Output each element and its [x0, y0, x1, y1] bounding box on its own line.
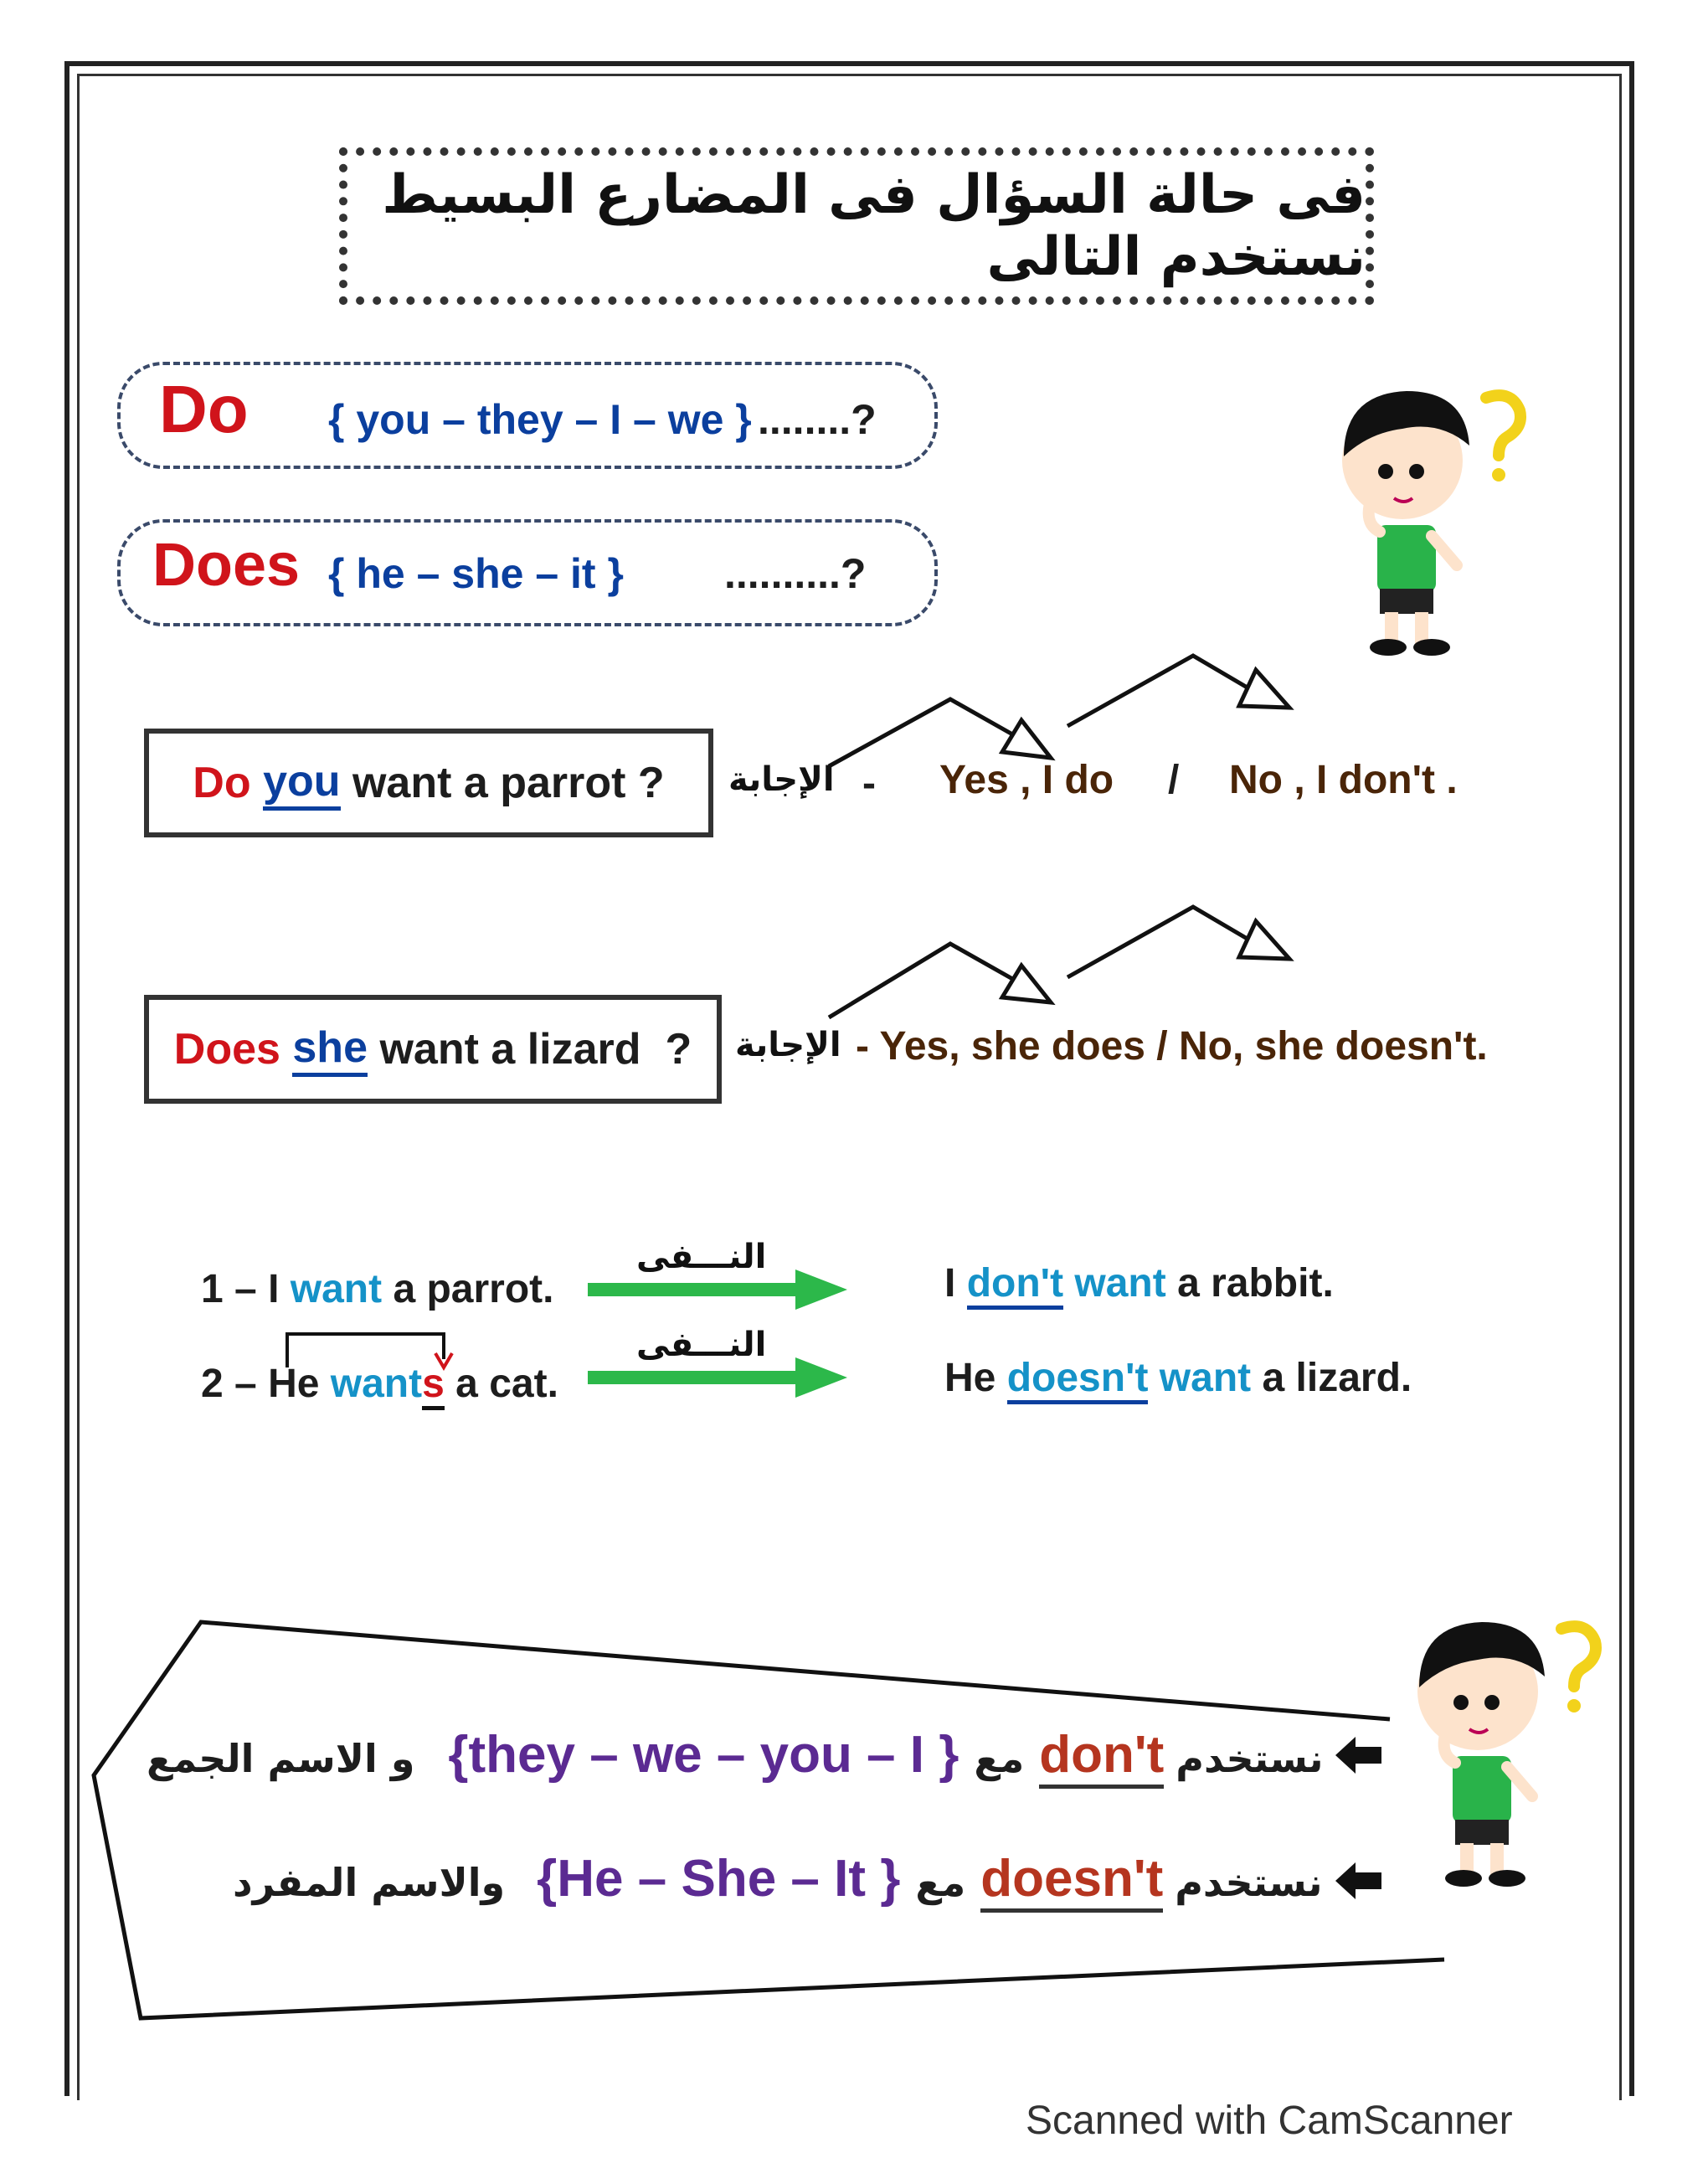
q2-subject: she: [292, 1022, 368, 1077]
ex2-rest: a cat.: [455, 1362, 558, 1406]
note1-pronoun-set: {they – we – you – I }: [448, 1726, 959, 1784]
note2-with: مع: [915, 1860, 966, 1905]
negation-label-2: النـــفى: [636, 1326, 767, 1364]
ex1-neg-subject: I: [944, 1261, 956, 1306]
note1-with: مع: [974, 1736, 1025, 1781]
q2-answer: - Yes, she does / No, she doesn't.: [856, 1024, 1488, 1069]
question-2-box: [144, 995, 722, 1104]
ex1-rest: a parrot.: [393, 1267, 554, 1311]
q1-subject: you: [263, 756, 340, 811]
note1-aux: don't: [1039, 1725, 1164, 1789]
note2-verb-ar: نستخدم: [1175, 1860, 1323, 1905]
zigzag-arrows-1: [825, 641, 1310, 775]
ex1-neg-aux: don't: [967, 1261, 1063, 1310]
page-title: فى حالة السؤال فى المضارع البسيط نستخدم التالى: [382, 164, 1366, 288]
ex2-neg-aux: doesn't: [1007, 1356, 1149, 1404]
does-pronouns: { he – she – it }: [328, 550, 624, 597]
q1-slash: /: [1168, 758, 1180, 802]
note2-aux: doesn't: [980, 1849, 1163, 1913]
title-box: [339, 147, 1374, 305]
example-2-affirmative: [201, 1361, 558, 1407]
q1-no-answer: No , I don't .: [1229, 758, 1458, 802]
example-1-affirmative: [201, 1266, 553, 1312]
ex1-neg-verb: want: [1074, 1261, 1166, 1306]
q1-dash: -: [862, 761, 876, 806]
note-1-line: [147, 1725, 1324, 1789]
note2-tail: والاسم المفرد: [233, 1860, 506, 1905]
q1-yes-answer: Yes , I do: [939, 758, 1114, 802]
q2-aux: Does: [173, 1025, 280, 1074]
note1-verb-ar: نستخدم: [1176, 1736, 1324, 1781]
note2-arrow-icon: [1335, 1861, 1381, 1901]
ex2-neg-verb: want: [1159, 1356, 1252, 1400]
ex2-verb: want: [330, 1362, 423, 1406]
ex1-neg-rest: a rabbit.: [1177, 1261, 1334, 1306]
ex2-neg-rest: a lizard.: [1262, 1356, 1412, 1400]
do-aux-label: Do: [159, 372, 249, 446]
thinking-boy-illustration: [1314, 381, 1541, 670]
scanner-watermark: Scanned with CamScanner: [1026, 2099, 1513, 2143]
ex1-verb: want: [290, 1267, 383, 1311]
note-2-line: [233, 1849, 1323, 1913]
question-1-box: [144, 729, 713, 837]
note1-tail: و الاسم الجمع: [147, 1736, 415, 1781]
q1-rest: want a parrot ?: [352, 759, 665, 807]
ex2-number-subject: 2 – He: [201, 1362, 320, 1406]
negation-label-1: النـــفى: [636, 1238, 767, 1276]
do-pronouns: { you – they – I – we }: [328, 396, 752, 443]
ex1-number-subject: 1 – I: [201, 1267, 280, 1311]
thinking-boy-illustration-2: [1390, 1612, 1616, 1901]
note-callout-shape: [84, 1612, 1474, 2031]
example-2-negative: [944, 1355, 1412, 1401]
ex2-verb-s: s: [422, 1362, 445, 1410]
does-dots: ..........?: [724, 550, 867, 597]
example-1-negative: [944, 1260, 1334, 1306]
q2-answer-label: الإجابة: [735, 1026, 841, 1064]
q2-question-mark: ?: [665, 1025, 692, 1074]
q1-aux: Do: [193, 759, 251, 807]
q1-answer-label: الإجابة: [728, 760, 835, 799]
zigzag-arrows-2: [825, 900, 1310, 1034]
note1-arrow-icon: [1335, 1735, 1381, 1775]
ex2-neg-subject: He: [944, 1356, 996, 1400]
q2-rest: want a lizard: [379, 1025, 641, 1074]
do-dots: ........?: [758, 396, 877, 443]
does-aux-label: Does: [152, 532, 301, 599]
note2-pronoun-set: {He – She – It }: [537, 1850, 901, 1908]
